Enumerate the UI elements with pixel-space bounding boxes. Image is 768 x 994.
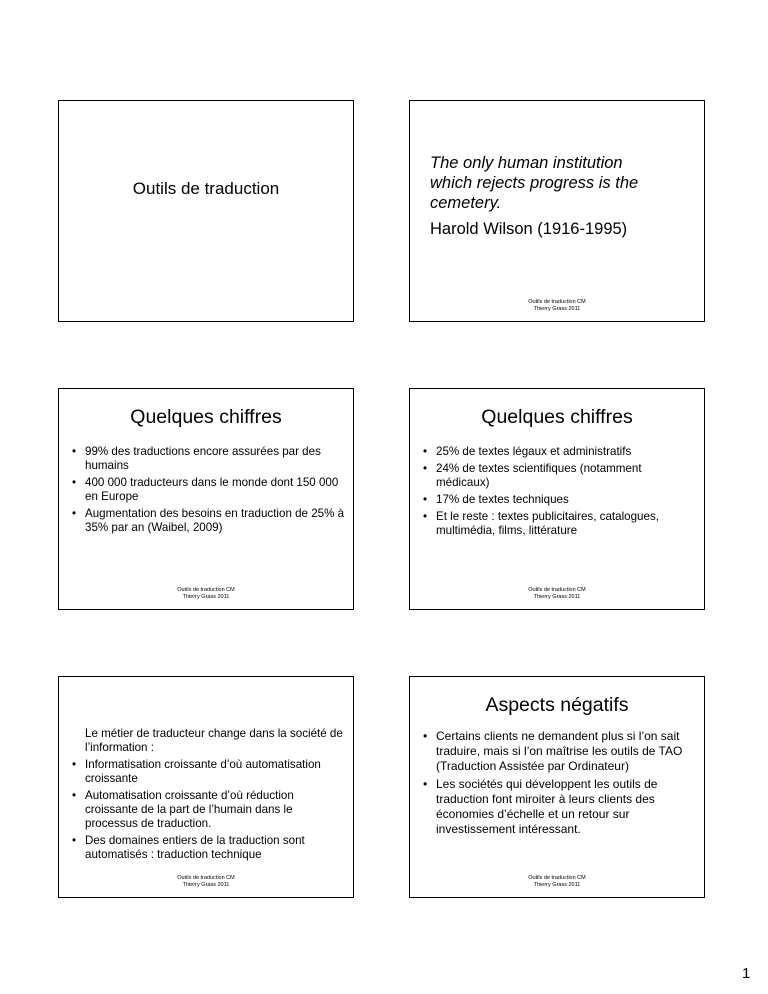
bullet-text: 400 000 traducteurs dans le monde dont 150 000 en Europe	[85, 476, 339, 503]
bullet-item	[422, 510, 696, 538]
bullet-dot-icon: •	[423, 445, 428, 458]
bullet-text: Certains clients ne demandent plus si l’on sait traduire, mais si l’on maîtrise les outils de TAO (Traduction Assistée par Ordinateur)	[436, 729, 683, 773]
footer-line: Thierry Grass 2011	[533, 306, 581, 312]
bullet-item	[71, 507, 345, 535]
bullet-dot-icon: •	[72, 789, 77, 802]
bullet-list	[71, 727, 345, 865]
bullet-dot-icon: •	[72, 834, 77, 847]
slide-footer	[410, 875, 704, 889]
quote-block	[430, 153, 694, 239]
slide-footer	[59, 875, 353, 889]
bullet-text: 17% de textes techniques	[436, 493, 569, 506]
bullet-dot-icon: •	[423, 510, 428, 523]
bullet-text: Les sociétés qui développent les outils de traduction font miroiter à leurs clients des économies d’échelle et un retour sur investissement intéressant.	[436, 777, 658, 836]
bullet-dot-icon: •	[72, 445, 77, 458]
bullet-item	[71, 789, 345, 831]
slide-4	[409, 388, 705, 610]
slide-3	[58, 388, 354, 610]
footer-line: Outils de traduction CM	[528, 587, 586, 593]
bullet-dot-icon: •	[72, 507, 77, 520]
slide-footer	[410, 299, 704, 313]
quote-line: which rejects progress is the	[430, 174, 639, 192]
slide-6	[409, 676, 705, 898]
slide-2	[409, 100, 705, 322]
footer-line: Outils de traduction CM	[528, 299, 586, 305]
bullet-dot-icon: •	[423, 462, 428, 475]
footer-line: Outils de traduction CM	[177, 875, 235, 881]
bullet-text: Des domaines entiers de la traduction sont automatisés : traduction technique	[85, 834, 305, 861]
bullet-dot-icon: •	[72, 476, 77, 489]
bullet-text: 25% de textes légaux et administratifs	[436, 445, 632, 458]
bullet-item	[71, 758, 345, 786]
footer-line: Outils de traduction CM	[177, 587, 235, 593]
slide-1	[58, 100, 354, 322]
bullet-item	[71, 834, 345, 862]
bullet-text: 99% des traductions encore assurées par des humains	[85, 445, 321, 472]
bullet-dot-icon: •	[423, 777, 428, 791]
footer-line: Outils de traduction CM	[528, 875, 586, 881]
bullet-dot-icon: •	[72, 758, 77, 771]
bullet-item	[422, 445, 696, 459]
bullet-item	[71, 445, 345, 473]
slide-title: Quelques chiffres	[481, 406, 633, 428]
bullet-item	[422, 777, 696, 837]
quote-line: cemetery.	[430, 194, 502, 212]
bullet-text: Automatisation croissante d’où réduction croissante de la part de l’humain dans le processus de traduction.	[85, 789, 294, 830]
quote-author: Harold Wilson (1916-1995)	[430, 220, 628, 238]
footer-line: Thierry Grass 2011	[182, 594, 230, 600]
footer-line: Thierry Grass 2011	[533, 594, 581, 600]
slide-5	[58, 676, 354, 898]
bullet-dot-icon: •	[423, 493, 428, 506]
bullet-list	[422, 729, 696, 840]
bullet-item	[422, 729, 696, 774]
intro-text: Le métier de traducteur change dans la société de l’information :	[85, 727, 343, 754]
slide-title: Aspects négatifs	[485, 694, 629, 716]
bullet-text: Et le reste : textes publicitaires, catalogues, multimédia, films, littérature	[436, 510, 659, 537]
slide-footer	[59, 587, 353, 601]
slide-title: Quelques chiffres	[130, 406, 282, 428]
bullet-text: Augmentation des besoins en traduction de 25% à 35% par an (Waibel, 2009)	[85, 507, 345, 534]
bullet-text: 24% de textes scientifiques (notamment médicaux)	[436, 462, 642, 489]
bullet-list	[71, 445, 345, 538]
footer-line: Thierry Grass 2011	[533, 882, 581, 888]
bullet-text: Informatisation croissante d’où automatisation croissante	[85, 758, 321, 785]
slide-title: Outils de traduction	[132, 179, 280, 198]
bullet-dot-icon: •	[423, 729, 428, 743]
slide-footer	[410, 587, 704, 601]
bullet-list	[422, 445, 696, 541]
bullet-item	[422, 493, 696, 507]
bullet-item	[71, 476, 345, 504]
page-number: 1	[742, 965, 751, 982]
bullet-item	[422, 462, 696, 490]
footer-line: Thierry Grass 2011	[182, 882, 230, 888]
quote-line: The only human institution	[430, 154, 623, 172]
